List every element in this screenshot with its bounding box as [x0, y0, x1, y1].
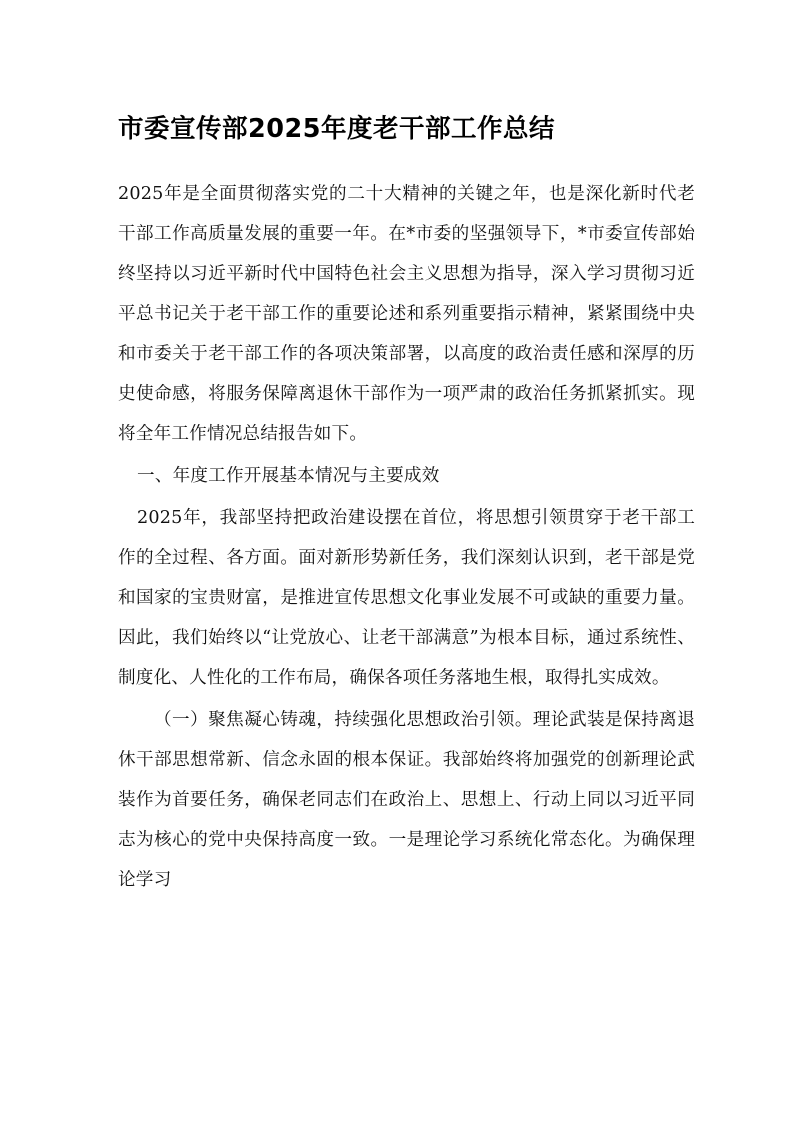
paragraph-intro: 2025年是全面贯彻落实党的二十大精神的关键之年，也是深化新时代老干部工作高质量发展的重要一年。在*市委的坚强领导下，*市委宣传部始终坚持以习近平新时代中国特色社会主义思想为指导，深入学习贯彻习近平总书记关于老干部工作的重要论述和系列重要指示精神，紧紧围绕中央和市委关于老干部工作的各项决策部署，以高度的政治责任感和深厚的历史使命感，将服务保障离退休干部作为一项严肃的政治任务抓紧抓实。现将全年工作情况总结报告如下。 [118, 183, 695, 444]
paragraph-subsection-one: （一）聚焦凝心铸魂，持续强化思想政治引领。理论武装是保持离退休干部思想常新、信念永固的根本保证。我部始终将加强党的创新理论武装作为首要任务，确保老同志们在政治上、思想上、行动上同以习近平同志为核心的党中央保持高度一致。一是理论学习系统化常态化。为确保理论学习 [118, 709, 695, 890]
paragraph-overview: 2025年，我部坚持把政治建设摆在首位，将思想引领贯穿于老干部工作的全过程、各方面。面对新形势新任务，我们深刻认识到，老干部是党和国家的宝贵财富，是推进宣传思想文化事业发展不可或缺的重要力量。因此，我们始终以“让党放心、让老干部满意”为根本目标，通过系统性、制度化、人性化的工作布局，确保各项任务落地生根，取得扎实成效。 [118, 507, 695, 688]
section-heading-one: 一、年度工作开展基本情况与主要成效 [137, 465, 440, 486]
page-title: 市委宣传部2025年度老干部工作总结 [118, 114, 555, 144]
